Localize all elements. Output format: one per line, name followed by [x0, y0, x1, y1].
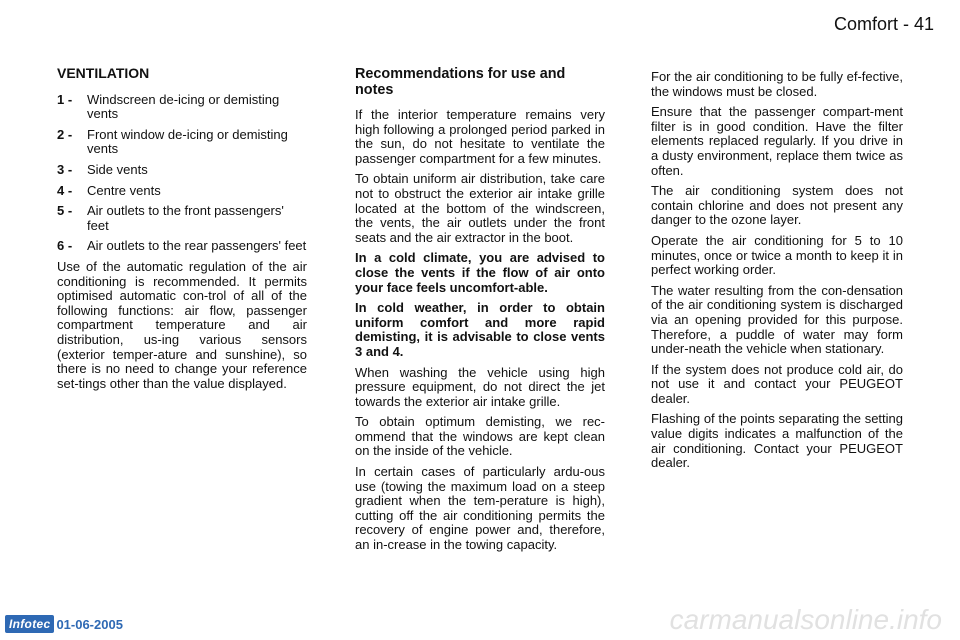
recommendations-title: Recommendations for use and notes [355, 66, 566, 98]
paragraph: In certain cases of particularly ardu-ous use (towing the maximum load on a steep gradient when the tem-perature is high), cutting off the air conditioning permits the recovery of engine power and, therefore, an in-crease in the towing capacity. [355, 464, 605, 553]
item-number: 5 - [57, 203, 73, 219]
item-text: Centre vents [87, 182, 161, 198]
page-header: Comfort - 41 [833, 14, 934, 34]
bold-paragraph: In cold weather, in order to obtain uniform comfort and more rapid demisting, it is advisable to close vents 3 and 4. [355, 300, 605, 359]
ventilation-title: VENTILATION [57, 65, 150, 81]
paragraph: To obtain uniform air distribution, take care not to obstruct the exterior air intake grille located at the bottom of the windscreen, the vents, the air outlets under the front seats and the air extractor in the boot. [355, 171, 605, 245]
item-text: Air outlets to the rear passengers' feet [87, 238, 307, 254]
item-number: 1 - [57, 91, 73, 107]
list-item [57, 184, 307, 199]
vents-list [57, 93, 307, 254]
aircon-column [651, 70, 903, 477]
paragraph: Flashing of the points separating the setting value digits indicates a malfunction of the air conditioning. Contact your PEUGEOT dealer. [651, 411, 903, 471]
recommendations-column [355, 66, 605, 559]
list-item [57, 163, 307, 178]
paragraph: Ensure that the passenger compart-ment filter is in good condition. Have the filter elements replaced regularly. If you drive in a dusty environment, replace them twice as often. [651, 104, 903, 178]
item-number: 2 - [57, 126, 73, 142]
paragraph: If the interior temperature remains very high following a prolonged period parked in the sun, do not hesitate to ventilate the passenger compartment for a few minutes. [355, 107, 605, 166]
item-number: 6 - [57, 238, 73, 254]
paragraph: When washing the vehicle using high pressure equipment, do not direct the jet towards the exterior air intake grille. [355, 364, 605, 409]
footer [5, 615, 123, 633]
watermark: carmanualsonline.info [669, 604, 942, 635]
paragraph: Operate the air conditioning for 5 to 10 minutes, once or twice a month to keep it in perfect working order. [651, 232, 903, 278]
item-text: Side vents [87, 161, 148, 177]
list-item [57, 204, 307, 233]
item-text: Front window de-icing or demisting vents [87, 126, 288, 157]
item-number: 4 - [57, 182, 73, 198]
ventilation-body: Use of the automatic regulation of the air conditioning is recommended. It permits optimised automatic con-trol of all of the following functions: air flow, passenger compartment temperature and air distribution, us-ing various sensors (exterior temper-ature and sunshine), so there is no need to change your reference set-tings other than the value displayed. [57, 258, 307, 391]
paragraph: The air conditioning system does not contain chlorine and does not present any danger to the ozone layer. [651, 183, 903, 228]
footer-date: 01-06-2005 [56, 616, 123, 632]
item-text: Windscreen de-icing or demisting vents [87, 91, 280, 122]
list-item [57, 239, 307, 254]
paragraph: If the system does not produce cold air, do not use it and contact your PEUGEOT dealer. [651, 361, 903, 406]
list-item [57, 128, 307, 157]
item-text: Air outlets to the front passengers' feet [87, 203, 284, 233]
paragraph: For the air conditioning to be fully ef-fective, the windows must be closed. [651, 69, 903, 99]
ventilation-column [57, 66, 307, 397]
paragraph: The water resulting from the con-densation of the air conditioning system is discharged via an opening provided for this purpose. Therefore, a puddle of water may form under-neath the vehicle when stationary. [651, 282, 903, 357]
list-item [57, 93, 307, 122]
bold-paragraph: In a cold climate, you are advised to close the vents if the flow of air onto your face feels uncomfort-able. [355, 250, 605, 295]
paragraph: To obtain optimum demisting, we rec-ommend that the windows are kept clean on the inside of the vehicle. [355, 414, 605, 459]
infotec-logo: Infotec [5, 615, 54, 633]
item-number: 3 - [57, 161, 73, 177]
